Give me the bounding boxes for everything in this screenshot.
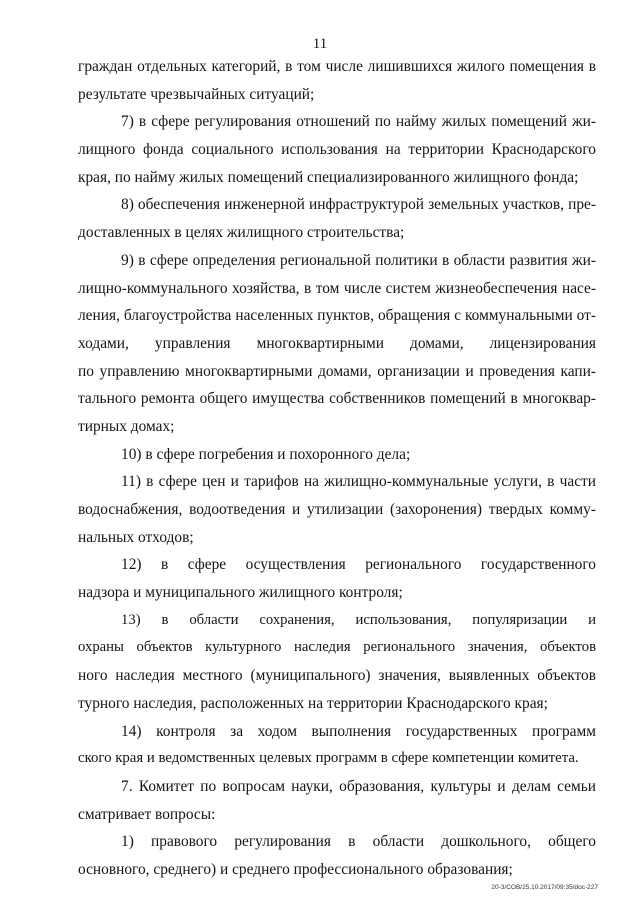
text-line: сматривает вопросы:: [78, 805, 216, 823]
text-line: ного наследия местного (муниципального) значения, выявленных объектов: [78, 667, 596, 685]
text-line: граждан отдельных категорий, в том числе лишившихся жилого помещения в: [78, 58, 596, 75]
text-line: водоснабжения, водоотведения и утилизации (захоронения) твердых комму-: [78, 501, 596, 518]
text-line: охраны объектов культурного наследия регионального значения, объектов: [78, 639, 596, 656]
body-text: [78, 53, 596, 884]
text-line: доставленных в целях жилищного строительства;: [78, 224, 405, 242]
footer-document-code: 20-3/COB/25.10.2017/09:35/doc-227: [491, 884, 598, 891]
text-line: по управлению многоквартирными домами, организации и проведения капи-: [78, 362, 596, 380]
text-line: турного наследия, расположенных на территории Краснодарского края;: [78, 694, 548, 712]
text-line: 13) в области сохранения, использования, популяризации и: [121, 611, 596, 628]
text-line: результате чрезвычайных ситуаций;: [78, 85, 315, 103]
text-line: края, по найму жилых помещений специализированного жилищного фонда;: [78, 168, 579, 186]
text-line: основного, среднего) и среднего профессионального образования;: [78, 860, 513, 878]
text-line: надзора и муниципального жилищного контроля;: [78, 584, 403, 602]
text-line: лищно-коммунального хозяйства, в том числе систем жизнеобеспечения насе-: [78, 279, 596, 297]
text-line: 7. Комитет по вопросам науки, образования, культуры и делам семьи: [121, 777, 596, 795]
text-line: 1) правового регулирования в области дошкольного, общего: [121, 833, 596, 851]
page-number: 11: [312, 36, 328, 52]
text-line: ходами, управления многоквартирными домами, лицензирования: [78, 334, 596, 352]
text-line: ского края и ведомственных целевых программ в сфере компетенции комитета.: [78, 750, 579, 767]
text-line: 14) контроля за ходом выполнения государственных программ: [121, 722, 596, 740]
text-line: 11) в сфере цен и тарифов на жилищно-коммунальные услуги, в части: [121, 473, 596, 491]
text-line: нальных отходов;: [78, 528, 194, 546]
text-line: 12) в сфере осуществления регионального государственного: [121, 556, 596, 574]
text-line: лищного фонда социального использования на территории Краснодарского: [78, 141, 596, 159]
text-line: 8) обеспечения инженерной инфраструктурой земельных участков, пре-: [121, 196, 596, 214]
text-line: 9) в сфере определения региональной политики в области развития жи-: [121, 251, 596, 269]
text-line: тирных домах;: [78, 417, 175, 435]
text-line: ления, благоустройства населенных пунктов, обращения с коммунальными от-: [78, 307, 596, 325]
text-line: тального ремонта общего имущества собственников помещений в многоквар-: [78, 390, 596, 408]
text-line: 7) в сфере регулирования отношений по найму жилых помещений жи-: [121, 113, 596, 131]
text-line: 10) в сфере погребения и похоронного дела;: [121, 445, 411, 463]
